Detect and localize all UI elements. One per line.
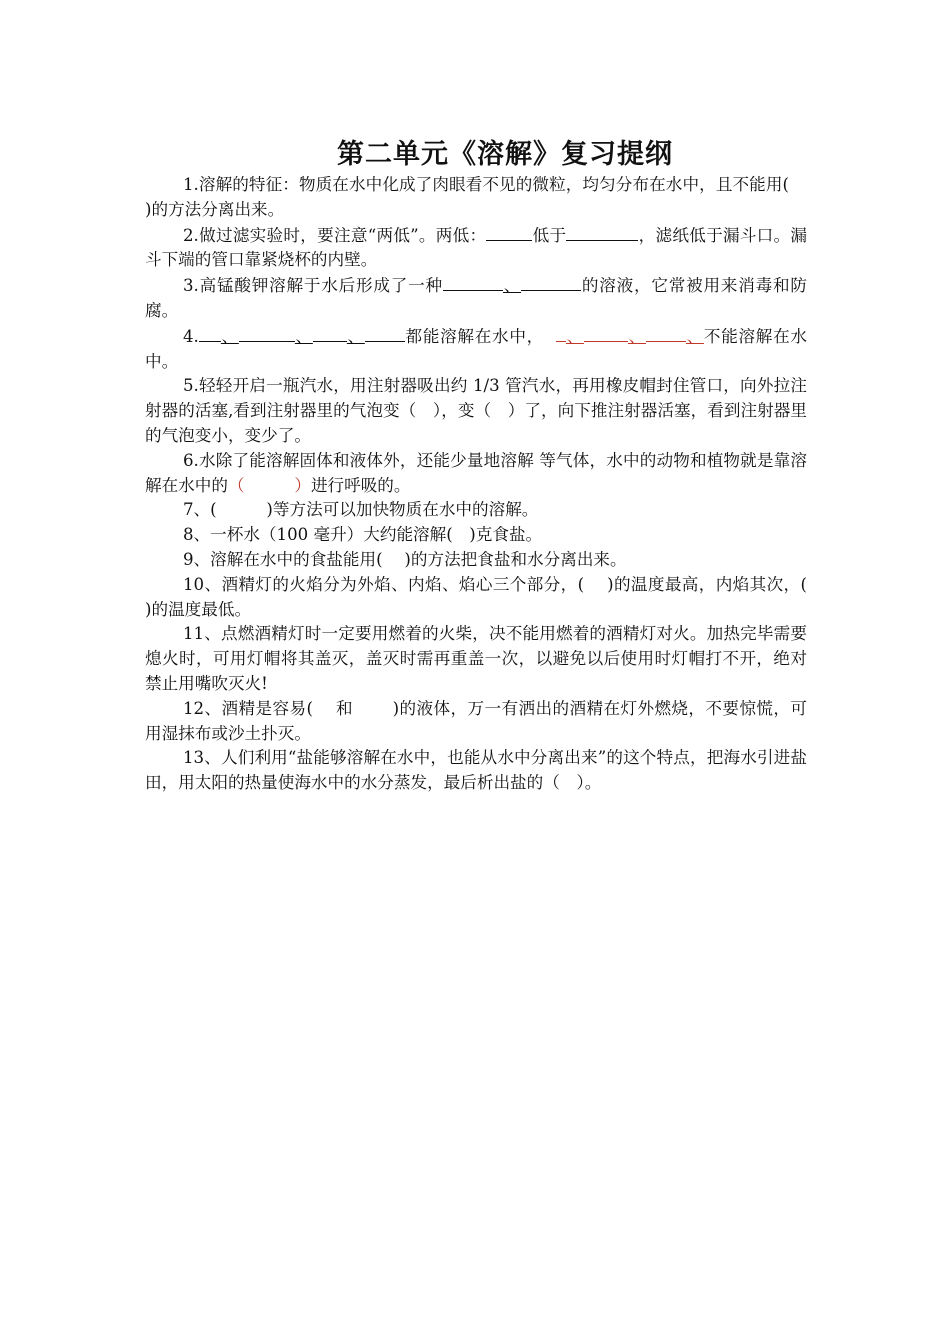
blank[interactable] <box>566 223 638 241</box>
item-12: 12、酒精是容易( 和 )的液体，万一有洒出的酒精在灯外燃烧，不要惊慌，可用湿抹布或沙土扑灭。 <box>145 698 807 743</box>
item-6: 6.水除了能溶解固体和液体外，还能少量地溶解 等气体，水中的动物和植物就是靠溶解在水中的（ ）进行呼吸的。 <box>145 450 807 495</box>
page-title: 第二单元《溶解》复习提纲 <box>337 139 673 170</box>
item-1: 1.溶解的特征：物质在水中化成了肉眼看不见的微粒，均匀分布在水中，且不能用()的方法分离出来。 <box>145 175 789 219</box>
blank[interactable] <box>556 324 566 342</box>
item-8: 8、一杯水（100 毫升）大约能溶解( )克食盐。 <box>183 525 543 545</box>
item-3: 3.高锰酸钾溶解于水后形成了一种 、 的溶液，它常被用来消毒和防腐。 <box>145 273 807 324</box>
blank[interactable] <box>486 223 532 241</box>
blank[interactable] <box>646 324 686 342</box>
document-body <box>145 173 829 796</box>
blank[interactable] <box>521 273 581 291</box>
blank[interactable] <box>239 324 295 342</box>
blank[interactable] <box>365 324 405 342</box>
item-9: 9、溶解在水中的食盐能用( )的方法把食盐和水分离出来。 <box>183 549 627 569</box>
blank[interactable] <box>584 324 628 342</box>
item-7: 7、( )等方法可以加快物质在水中的溶解。 <box>183 500 539 520</box>
item-2: 2.做过滤实验时，要注意“两低”。两低： 低于 ，滤纸低于漏斗口。漏斗下端的管口靠紧烧杯的内壁。 <box>145 223 807 274</box>
item-4: 4. 、 、 、 都能溶解在水中， 、 、 、不能溶解在水中。 <box>145 324 807 375</box>
blank[interactable] <box>313 324 347 342</box>
blank[interactable] <box>199 324 221 342</box>
item-11: 11、点燃酒精灯时一定要用燃着的火柴，决不能用燃着的酒精灯对火。加热完毕需要熄火时，可用灯帽将其盖灭，盖灭时需再重盖一次，以避免以后使用时灯帽打不开，绝对禁止用嘴吹灭火! <box>145 624 807 693</box>
item-10: 10、酒精灯的火焰分为外焰、内焰、焰心三个部分，( )的温度最高，内焰其次，( )的温度最低。 <box>145 574 829 619</box>
item-5: 5.轻轻开启一瓶汽水，用注射器吸出约 1/3 管汽水，再用橡皮帽封住管口，向外拉注射器的活塞,看到注射器里的气泡变（ ），变（ ）了，向下推注射器活塞，看到注射器里的气泡变小，变少了。 <box>145 376 807 445</box>
item-13: 13、人们利用“盐能够溶解在水中，也能从水中分离出来”的这个特点，把海水引进盐田，用太阳的热量使海水中的水分蒸发，最后析出盐的（ ）。 <box>145 748 807 793</box>
blank[interactable] <box>443 273 503 291</box>
